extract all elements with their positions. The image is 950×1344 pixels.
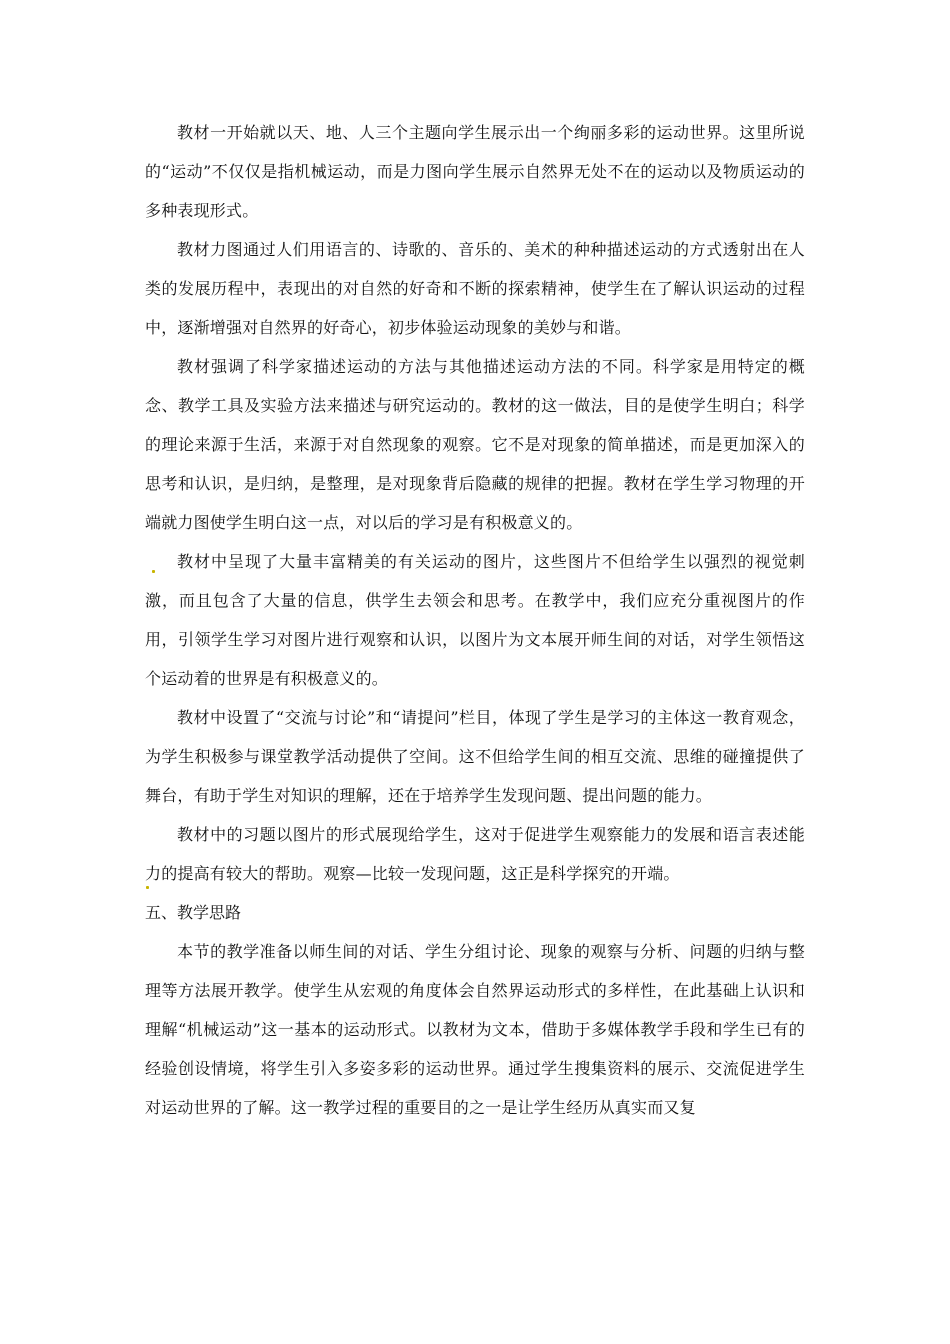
document-body	[145, 113, 805, 1127]
paragraph-5: 教材中设置了“交流与讨论”和“请提问”栏目，体现了学生是学习的主体这一教育观念，为学生积极参与课堂教学活动提供了空间。这不但给学生间的相互交流、思维的碰撞提供了舞台，有助于学生对知识的理解，还在于培养学生发现问题、提出问题的能力。	[145, 708, 805, 805]
stray-dot-mark	[152, 570, 155, 573]
section-paragraph-1: 本节的教学准备以师生间的对话、学生分组讨论、现象的观察与分析、问题的归纳与整理等方法展开教学。使学生从宏观的角度体会自然界运动形式的多样性，在此基础上认识和理解“机械运动”这一基本的运动形式。以教材为文本，借助于多媒体教学手段和学生已有的经验创设情境，将学生引入多姿多彩的运动世界。通过学生搜集资料的展示、交流促进学生对运动世界的了解。这一教学过程的重要目的之一是让学生经历从真实而又复	[145, 942, 805, 1117]
stray-dot-mark	[146, 886, 149, 889]
paragraph-3: 教材强调了科学家描述运动的方法与其他描述运动方法的不同。科学家是用特定的概念、教学工具及实验方法来描述与研究运动的。教材的这一做法，目的是使学生明白；科学的理论来源于生活，来源于对自然现象的观察。它不是对现象的简单描述，而是更加深入的思考和认识，是归纳，是整理，是对现象背后隐藏的规律的把握。教材在学生学习物理的开端就力图使学生明白这一点，对以后的学习是有积极意义的。	[145, 357, 805, 532]
paragraph-6: 教材中的习题以图片的形式展现给学生，这对于促进学生观察能力的发展和语言表述能力的提高有较大的帮助。观察—比较一发现问题，这正是科学探究的开端。	[145, 825, 805, 883]
paragraph-1: 教材一开始就以天、地、人三个主题向学生展示出一个绚丽多彩的运动世界。这里所说的“运动”不仅仅是指机械运动，而是力图向学生展示自然界无处不在的运动以及物质运动的多种表现形式。	[145, 123, 805, 220]
section-heading: 五、教学思路	[145, 903, 242, 922]
paragraph-4: 教材中呈现了大量丰富精美的有关运动的图片，这些图片不但给学生以强烈的视觉刺激，而且包含了大量的信息，供学生去领会和思考。在教学中，我们应充分重视图片的作用，引领学生学习对图片进行观察和认识，以图片为文本展开师生间的对话，对学生领悟这个运动着的世界是有积极意义的。	[145, 552, 805, 688]
paragraph-2: 教材力图通过人们用语言的、诗歌的、音乐的、美术的种种描述运动的方式透射出在人类的发展历程中，表现出的对自然的好奇和不断的探索精神，使学生在了解认识运动的过程中，逐渐增强对自然界的好奇心，初步体验运动现象的美妙与和谐。	[145, 240, 805, 337]
